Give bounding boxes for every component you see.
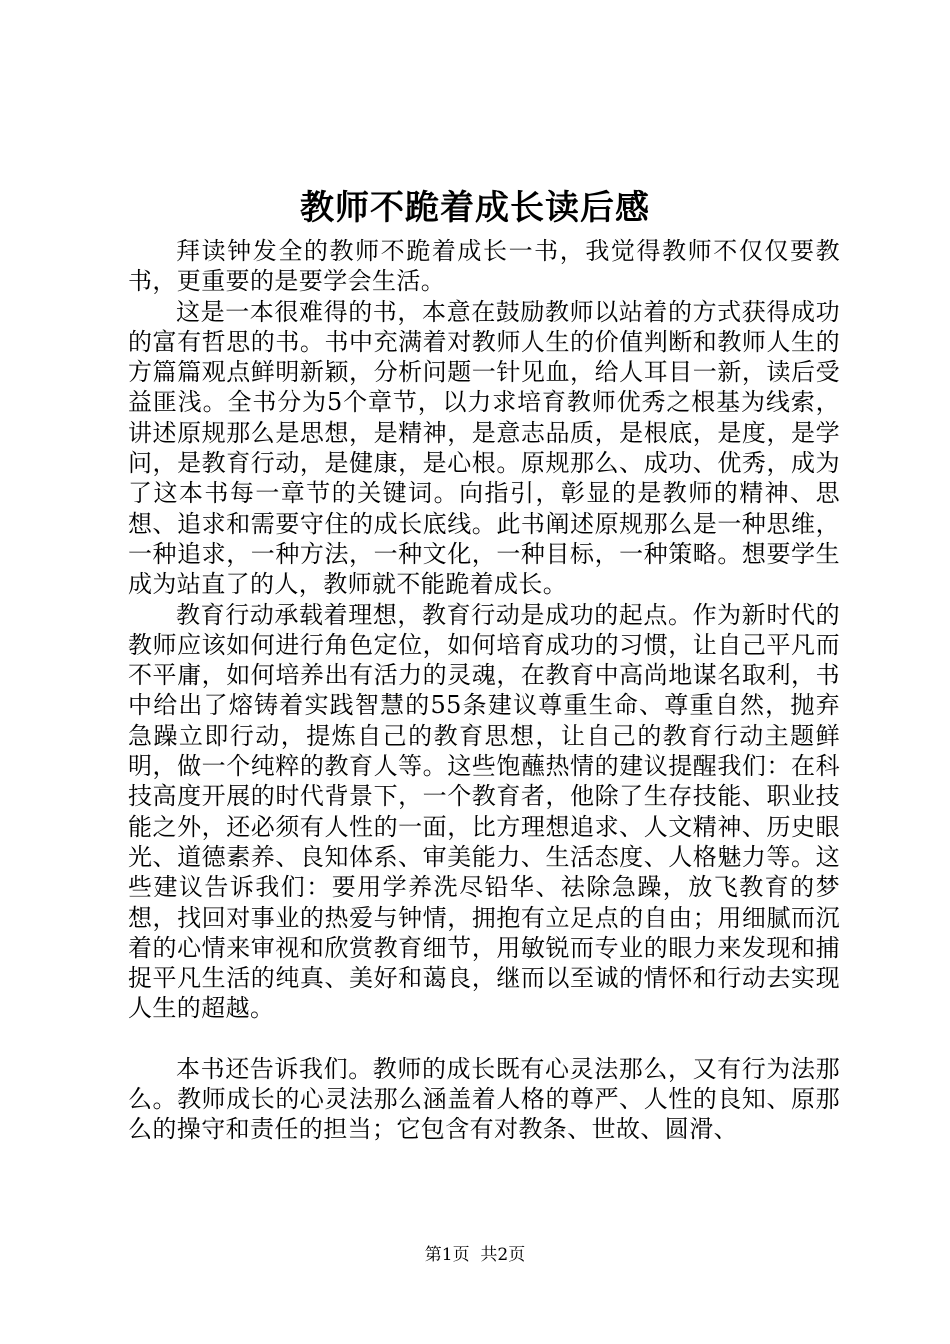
document-title: 教师不跪着成长读后感 [300, 188, 650, 228]
page-total: 共2页 [480, 1245, 526, 1265]
paragraph-2: 这是一本很难得的书，本意在鼓励教师以站着的方式获得成功的富有哲思的书。书中充满着对教师人生的价值判断和教师人生的方篇篇观点鲜明新颖，分析问题一针见血，给人耳目一新，读后受益匪浅。全书分为5个章节，以力求培育教师优秀之根基为线索，讲述原规那么是思想，是精神，是意志品质，是根底，是度，是学问，是教育行动，是健康，是心根。原规那么、成功、优秀，成为了这本书每一章节的关键词。向指引，彰显的是教师的精神、思想、追求和需要守住的成长底线。此书阐述原规那么是一种思维，一种追求，一种方法，一种文化，一种目标，一种策略。想要学生成为站直了的人，教师就不能跪着成长。 [128, 297, 840, 599]
paragraph-4: 本书还告诉我们。教师的成长既有心灵法那么，又有行为法那么。教师成长的心灵法那么涵盖着人格的尊严、人性的良知、原那么的操守和责任的担当；它包含有对教条、世故、圆滑、 [128, 1054, 840, 1144]
document-body [128, 236, 840, 1145]
page-number: 第1页 [424, 1245, 470, 1265]
page-footer [0, 1244, 950, 1266]
paragraph-3: 教育行动承载着理想，教育行动是成功的起点。作为新时代的教师应该如何进行角色定位，如何培育成功的习惯，让自己平凡而不平庸，如何培养出有活力的灵魂，在教育中高尚地谋名取利，书中给出了熔铸着实践智慧的55条建议尊重生命、尊重自然，抛弃急躁立即行动，提炼自己的教育思想，让自己的教育行动主题鲜明，做一个纯粹的教育人等。这些饱蘸热情的建议提醒我们：在科技高度开展的时代背景下，一个教育者，他除了生存技能、职业技能之外，还必须有人性的一面，比方理想追求、人文精神、历史眼光、道德素养、良知体系、审美能力、生活态度、人格魅力等。这些建议告诉我们：要用学养洗尽铅华、祛除急躁，放飞教育的梦想，找回对事业的热爱与钟情，拥抱有立足点的自由；用细腻而沉着的心情来审视和欣赏教育细节，用敏锐而专业的眼力来发现和捕捉平凡生活的纯真、美好和蔼良，继而以至诚的情怀和行动去实现人生的超越。 [128, 600, 840, 1023]
paragraph-1: 拜读钟发全的教师不跪着成长一书，我觉得教师不仅仅要教书，更重要的是要学会生活。 [128, 237, 840, 296]
